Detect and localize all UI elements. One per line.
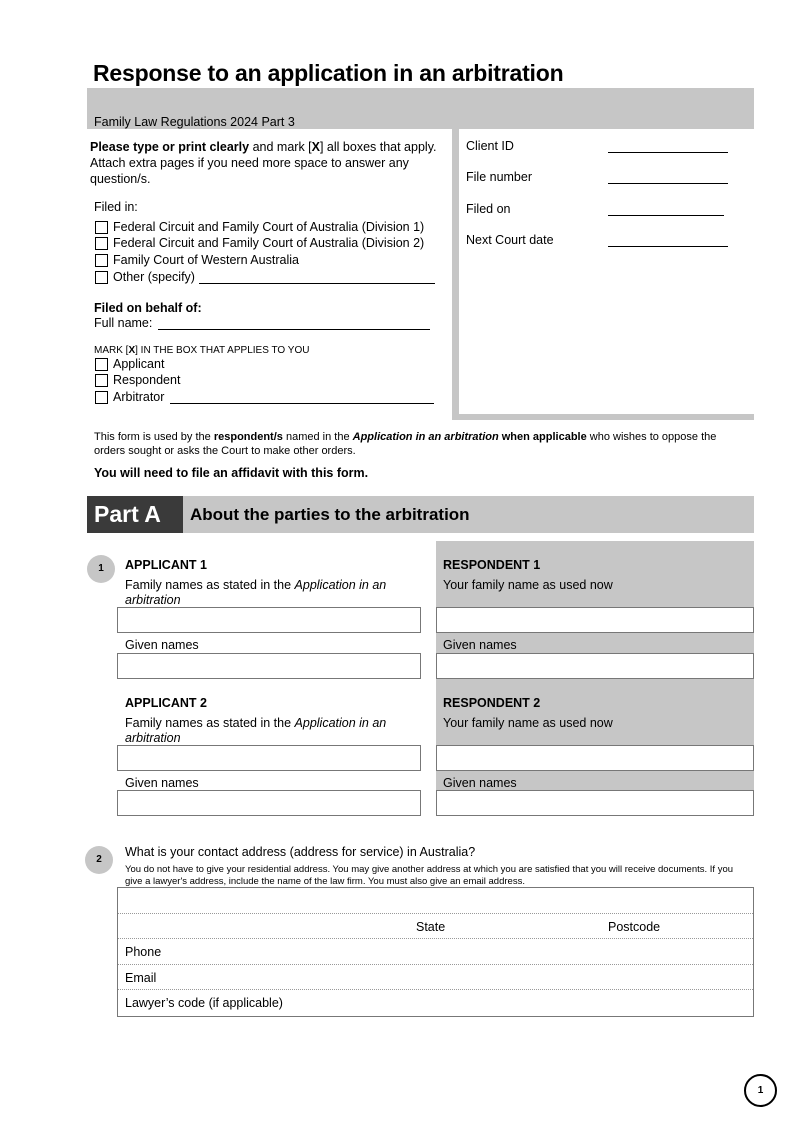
next-court-date-field[interactable]: Next Court date [466,233,728,247]
checkbox[interactable] [95,254,108,267]
respondent-1-given-input[interactable] [436,653,754,679]
court-use-border-bottom [452,414,754,420]
address-table [117,887,754,1017]
applicant-2-family-label: Family names as stated in the Application in an arbitration [125,716,387,745]
full-name-field[interactable]: Full name: [94,316,430,330]
postcode-label: Postcode [608,919,661,934]
checkbox[interactable] [95,374,108,387]
applicant-2-given-input[interactable] [117,790,421,816]
applicant-1-family-input[interactable] [117,607,421,633]
instructions: Please type or print clearly and mark [X] all boxes that apply. Attach extra pages if you need more space to answer any question/s. [90,140,437,186]
filed-on-field[interactable]: Filed on [466,202,728,216]
file-number-field[interactable]: File number [466,170,728,184]
full-name-line[interactable] [158,317,430,330]
behalf-label: Filed on behalf of: [94,301,202,315]
mark-instruction: MARK [X] IN THE BOX THAT APPLIES TO YOU [94,345,310,356]
applicant-1-given-label: Given names [125,638,199,652]
checkbox[interactable] [95,271,108,284]
phone-label: Phone [125,945,162,959]
question-1-number: 1 [87,555,115,583]
option-arbitrator[interactable]: Arbitrator [95,390,434,404]
question-2-number: 2 [85,846,113,874]
part-a-heading: About the parties to the arbitration [183,496,754,533]
option-fcfca-div1[interactable]: Federal Circuit and Family Court of Australia (Division 1) [95,220,424,234]
address-line-input[interactable] [118,888,753,914]
lawyer-code-row[interactable] [118,990,753,1016]
applicant-2-given-label: Given names [125,776,199,790]
option-applicant[interactable]: Applicant [95,357,164,371]
checkbox[interactable] [95,358,108,371]
court-use-border [452,129,459,419]
lawyer-code-label: Lawyer’s code (if applicable) [125,996,283,1010]
option-respondent[interactable]: Respondent [95,373,180,387]
applicant-1-family-label: Family names as stated in the Application in an arbitration [125,578,387,607]
question-2-note: You do not have to give your residential address. You may give another address at which you are satisfied that you will receive documents. If you give a lawyer's address, include the name of the law firm. You must also give an email address. [125,864,734,887]
page-number: 1 [744,1074,777,1107]
part-a-tag: Part A [87,496,183,533]
respondent-1-family-label: Your family name as used now [443,578,613,592]
question-2-text: What is your contact address (address for service) in Australia? [125,845,476,859]
applicant-2-family-input[interactable] [117,745,421,771]
filed-in-label: Filed in: [94,200,138,214]
option-other[interactable]: Other (specify) [95,270,435,284]
checkbox[interactable] [95,237,108,250]
applicant-1-heading: APPLICANT 1 [125,558,207,572]
respondent-2-heading: RESPONDENT 2 [443,696,541,710]
email-row[interactable] [118,965,753,991]
client-id-field[interactable]: Client ID [466,139,728,153]
checkbox[interactable] [95,391,108,404]
respondent-1-heading: RESPONDENT 1 [443,558,541,572]
respondent-1-family-input[interactable] [436,607,754,633]
other-specify-line[interactable] [199,271,435,284]
form-title: Response to an application in an arbitration [93,60,564,86]
state-label: State [416,919,446,934]
respondent-2-given-label: Given names [443,776,517,790]
option-fcwa[interactable]: Family Court of Western Australia [95,253,299,267]
option-fcfca-div2[interactable]: Federal Circuit and Family Court of Australia (Division 2) [95,236,424,250]
applicant-2-heading: APPLICANT 2 [125,696,207,710]
email-label: Email [125,970,157,985]
arbitrator-line[interactable] [170,391,434,404]
phone-row[interactable] [118,939,753,965]
form-usage-notice: This form is used by the respondent/s named in the Application in an arbitration when applicable who wishes to oppose the orders sought or asks the Court to make other orders. [94,431,717,457]
applicant-1-given-input[interactable] [117,653,421,679]
affidavit-notice: You will need to file an affidavit with this form. [94,466,369,480]
regulation-ref: Family Law Regulations 2024 Part 3 [94,115,295,129]
respondent-2-family-label: Your family name as used now [443,716,613,730]
respondent-1-given-label: Given names [443,638,517,652]
checkbox[interactable] [95,221,108,234]
respondent-2-family-input[interactable] [436,745,754,771]
respondent-2-given-input[interactable] [436,790,754,816]
state-postcode-row[interactable] [118,914,753,940]
